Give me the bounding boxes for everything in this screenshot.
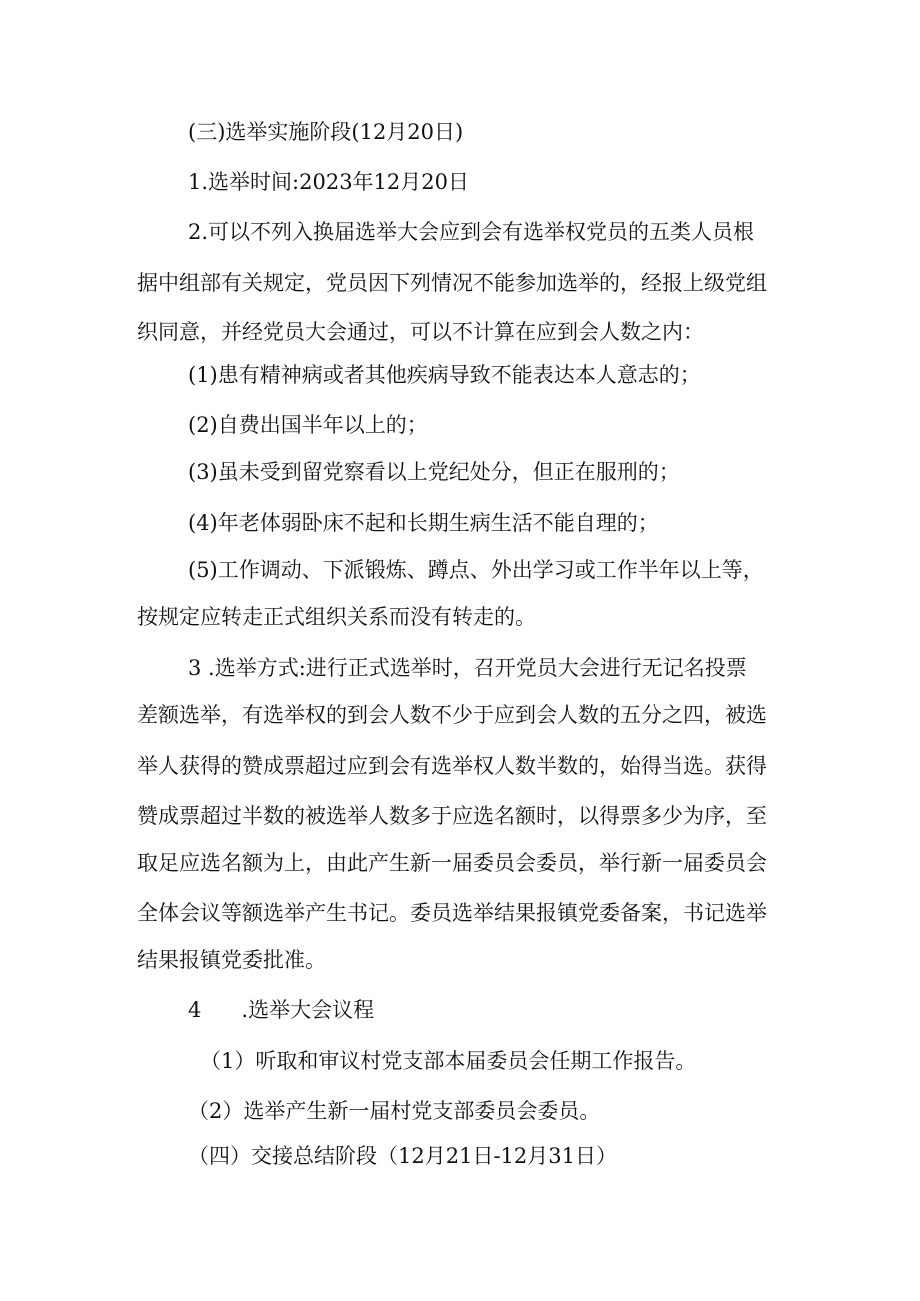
item-2-line-2: 据中组部有关规定，党员因下列情况不能参加选举的，经报上级党组 (137, 271, 767, 295)
subitem-2: (2)自费出国半年以上的； (188, 413, 428, 437)
item-2-line-3: 织同意，并经党员大会通过，可以不计算在应到会人数之内： (137, 320, 704, 344)
section-heading-stage-four: （四）交接总结阶段（12月21日-12月31日） (188, 1144, 617, 1168)
item-3-line-2: 差额选举，有选举权的到会人数不少于应到会人数的五分之四，被选 (137, 703, 767, 727)
subitem-5-line-1: (5)工作调动、下派锻炼、蹲点、外出学习或工作半年以上等， (188, 558, 764, 582)
item-3-line-5: 取足应选名额为上，由此产生新一届委员会委员，举行新一届委员会 (137, 851, 767, 875)
agenda-item-2: （2）选举产生新一届村党支部委员会委员。 (188, 1099, 601, 1123)
item-3-line-3: 举人获得的赞成票超过应到会有选举权人数半数的，始得当选。获得 (137, 754, 767, 778)
item-3-line-1: 3 .选举方式:进行正式选举时，召开党员大会进行无记名投票 (188, 656, 747, 680)
item-3-line-4: 赞成票超过半数的被选举人数多于应选名额时，以得票多少为序，至 (137, 804, 767, 828)
item-3-line-6: 全体会议等额选举产生书记。委员选举结果报镇党委备案，书记选举 (137, 901, 767, 925)
item-4-agenda-heading: 4 .选举大会议程 (188, 998, 375, 1022)
subitem-5-line-2: 按规定应转走正式组织关系而没有转走的。 (137, 605, 536, 629)
item-2-line-1: 2.可以不列入换届选举大会应到会有选举权党员的五类人员根 (188, 220, 755, 244)
subitem-4: (4)年老体弱卧床不起和长期生病生活不能自理的； (188, 511, 659, 535)
item-1-election-time: 1.选举时间:2023年12月20日 (188, 170, 469, 194)
subitem-1: (1)患有精神病或者其他疾病导致不能表达本人意志的； (188, 363, 701, 387)
agenda-item-1: （1）听取和审议村党支部本届委员会任期工作报告。 (200, 1049, 697, 1073)
subitem-3: (3)虽未受到留党察看以上党纪处分，但正在服刑的； (188, 460, 680, 484)
section-heading-stage-three: (三)选举实施阶段(12月20日) (188, 120, 464, 144)
item-3-line-7: 结果报镇党委批准。 (137, 948, 326, 972)
